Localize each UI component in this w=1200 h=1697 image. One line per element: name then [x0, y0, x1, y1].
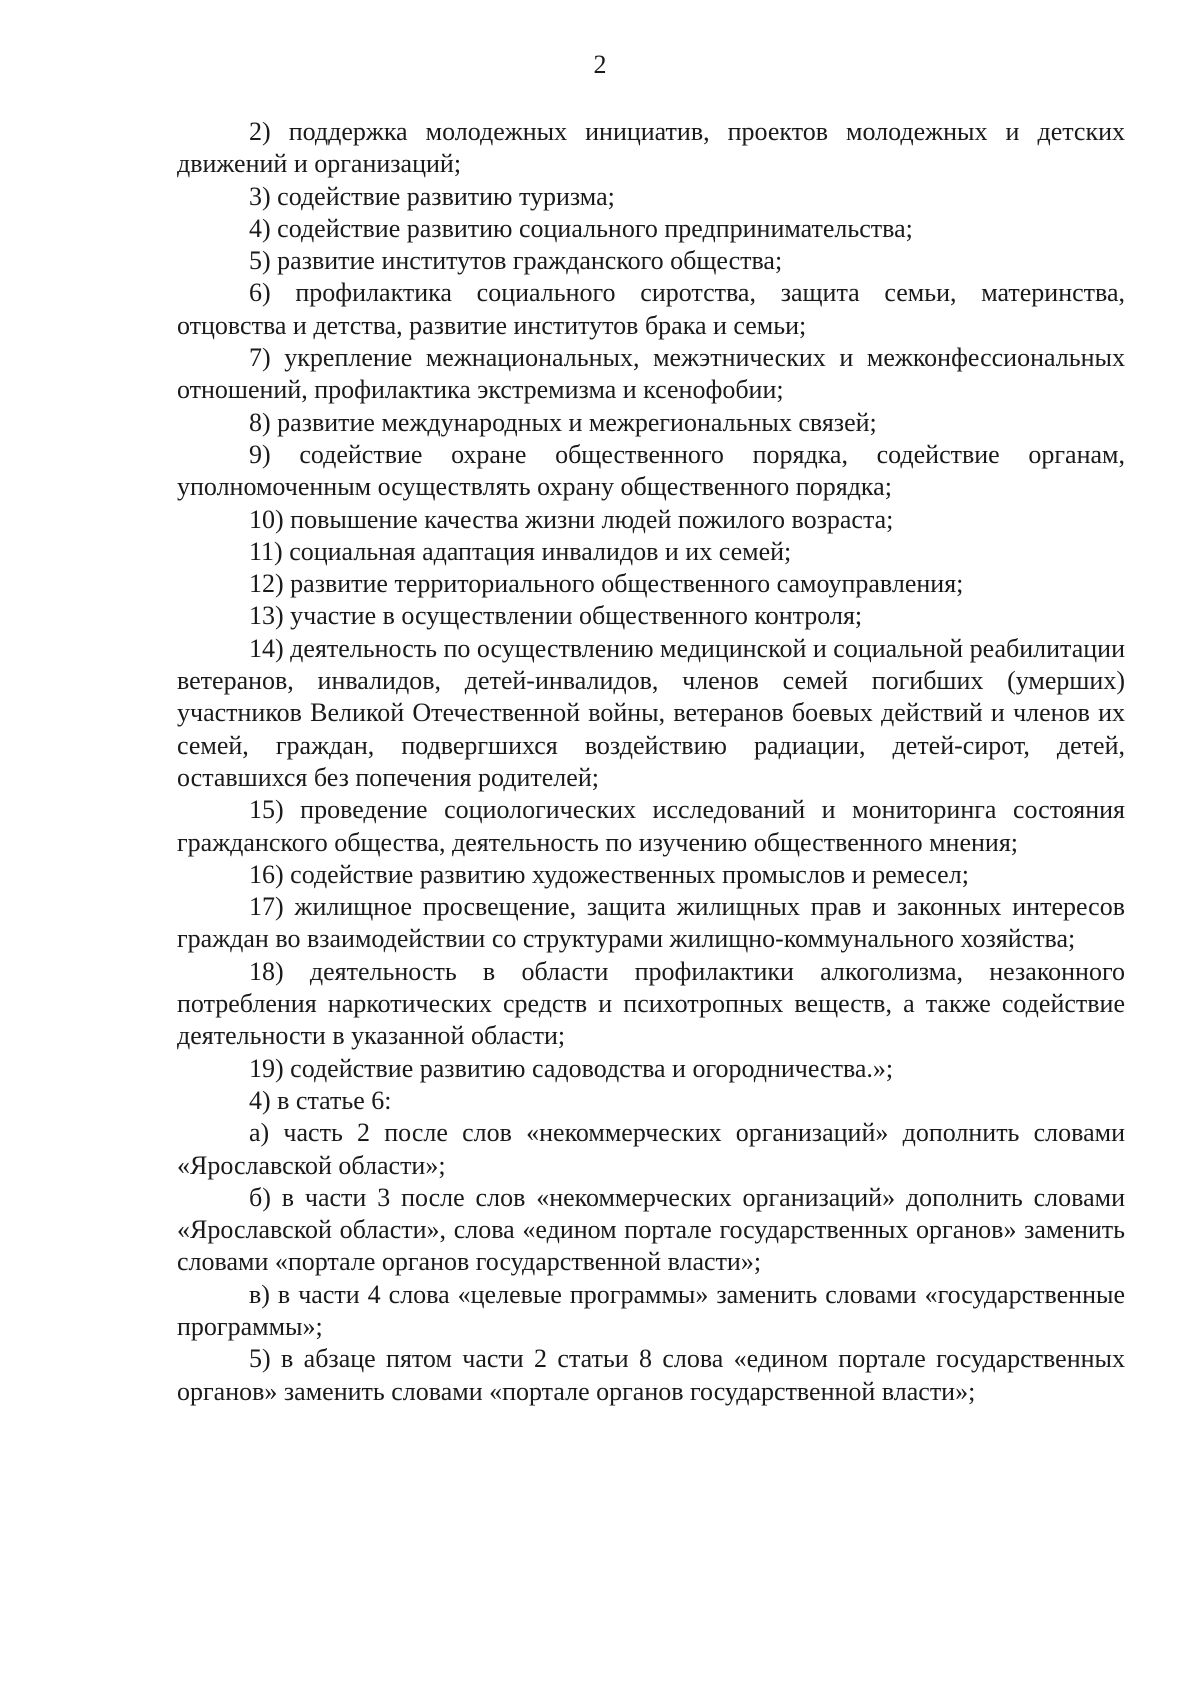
amendment-article-6-b: б) в части 3 после слов «некоммерческих организаций» дополнить словами «Ярославской области», слова «едином портале государственных органов» заменить словами «портале органов государственной власти»; — [177, 1182, 1125, 1277]
amendment-article-6-v: в) в части 4 слова «целевые программы» заменить словами «государственные программы»; — [177, 1279, 1125, 1341]
list-item-17: 17) жилищное просвещение, защита жилищных прав и законных интересов граждан во взаимодействии со структурами жилищно-коммунального хозяйства; — [177, 892, 1125, 954]
amendment-article-8: 5) в абзаце пятом части 2 статьи 8 слова «едином портале государственных органов» заменить словами «портале органов государственной власти»; — [177, 1344, 1125, 1406]
amendment-article-6: 4) в статье 6: — [249, 1085, 392, 1115]
list-item-7: 7) укрепление межнациональных, межэтнических и межконфессиональных отношений, профилактика экстремизма и ксенофобии; — [177, 343, 1125, 405]
list-item-10: 10) повышение качества жизни людей пожилого возраста; — [249, 504, 894, 534]
list-item-5: 5) развитие институтов гражданского общества; — [249, 246, 783, 276]
list-item-12: 12) развитие территориального общественного самоуправления; — [249, 569, 964, 599]
list-item-15: 15) проведение социологических исследований и мониторинга состояния гражданского общества, деятельность по изучению общественного мнения; — [177, 795, 1125, 857]
list-item-18: 18) деятельность в области профилактики алкоголизма, незаконного потребления наркотических средств и психотропных веществ, а также содействие деятельности в указанной области; — [177, 956, 1125, 1051]
list-item-13: 13) участие в осуществлении общественного контроля; — [249, 601, 863, 631]
list-item-19: 19) содействие развитию садоводства и огородничества.»; — [249, 1053, 894, 1083]
list-item-11: 11) социальная адаптация инвалидов и их семей; — [249, 536, 792, 566]
list-item-8: 8) развитие международных и межрегиональных связей; — [249, 407, 877, 437]
document-body — [177, 116, 1125, 1408]
list-item-9: 9) содействие охране общественного порядка, содействие органам, уполномоченным осуществлять охрану общественного порядка; — [177, 439, 1125, 502]
list-item-14: 14) деятельность по осуществлению медицинской и социальной реабилитации ветеранов, инвалидов, детей-инвалидов, членов семей погибших (умерших) участников Великой Отечественной войны, ветеранов боевых действий и членов их семей, граждан, подвергшихся воздействию радиации, детей-сирот, детей, оставшихся без попечения родителей; — [177, 633, 1125, 792]
list-item-3: 3) содействие развитию туризма; — [249, 181, 615, 211]
list-item-2: 2) поддержка молодежных инициатив, проектов молодежных и детских движений и организаций; — [177, 117, 1125, 179]
page-number: 2 — [593, 50, 607, 79]
amendment-article-6-a: а) часть 2 после слов «некоммерческих организаций» дополнить словами «Ярославской области»; — [177, 1118, 1125, 1180]
list-item-4: 4) содействие развитию социального предпринимательства; — [249, 213, 913, 243]
list-item-16: 16) содействие развитию художественных промыслов и ремесел; — [249, 859, 969, 889]
list-item-6: 6) профилактика социального сиротства, защита семьи, материнства, отцовства и детства, развитие институтов брака и семьи; — [177, 278, 1125, 340]
